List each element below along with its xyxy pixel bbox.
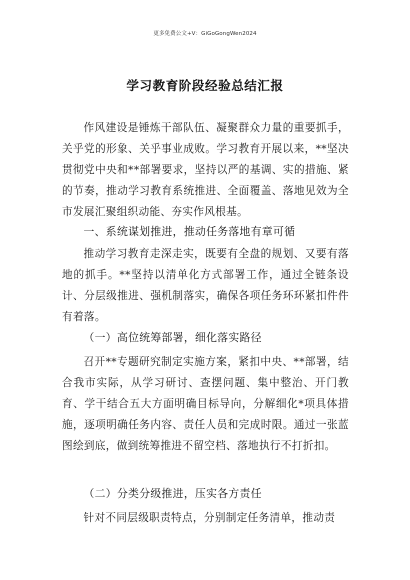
section-heading-1: 一、系统谋划推进，推动任务落地有章可循: [83, 225, 296, 238]
section-1-paragraph: 推动学习教育走深走实，既要有全盘的规划、又要有落地的抓手。**坚持以清单化方式部署工作，通过全链条设计、分层级推进、强机制落实，确保各项任务环环紧扣件件有着落。: [62, 248, 349, 323]
subsection-heading-2: （二）分类分级推进，压实各方责任: [83, 487, 262, 500]
subsection-2-paragraph: 针对不同层级职责特点，分别制定任务清单，推动责: [83, 512, 336, 524]
subsection-1-paragraph: 召开**专题研究制定实施方案，紧扣中央、**部署，结合我市实际，从学习研讨、查摆问题、集中整治、开门教育、学干结合五大方面明确目标导向，分解细化*项具体措施，逐项明确任务内容、责任人员和完成时限。通过一张蓝图绘到底，做到统筹推进不留空档、落地执行不打折扣。: [62, 356, 349, 452]
header-note: 更多免费公文+V：GiGoGongWen2024: [153, 31, 257, 37]
subsection-heading-1: （一）高位统筹部署，细化落实路径: [83, 331, 262, 344]
intro-paragraph: 作风建设是锤炼干部队伍、凝聚群众力量的重要抓手，关乎党的形象、关乎事业成败。学习教育开展以来，**坚决贯彻党中央和**部署要求，坚持以严的基调、实的措施、紧的节奏，推动学习教育系统推进、全面覆盖、落地见效为全市发展汇聚组织动能、夯实作风根基。: [62, 122, 349, 218]
document-title: 学习教育阶段经验总结汇报: [126, 78, 284, 93]
